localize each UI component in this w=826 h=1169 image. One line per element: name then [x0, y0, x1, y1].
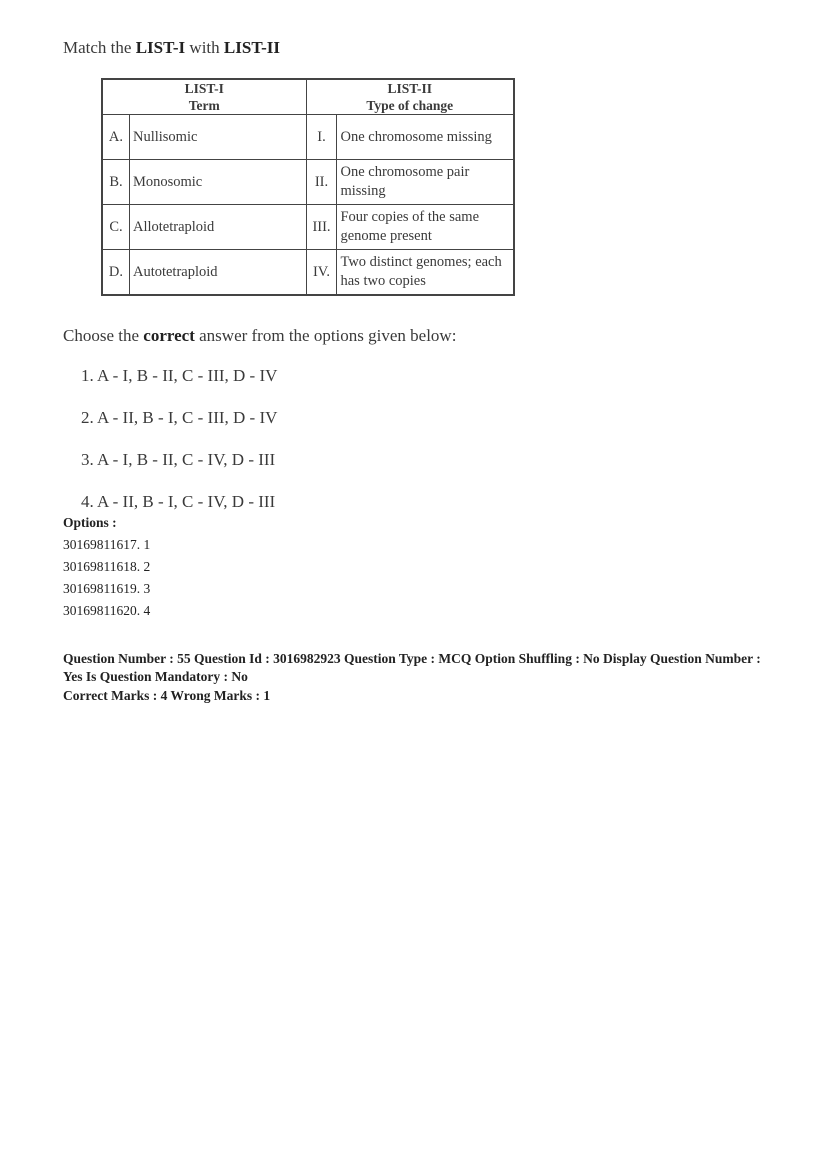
option-id-2: 30169811618. 2	[63, 559, 151, 574]
marks-line: Correct Marks : 4 Wrong Marks : 1	[63, 688, 271, 703]
table-row: B. Monosomic II. One chromosome pair missing	[102, 160, 514, 205]
heading-list1: LIST-I	[135, 38, 186, 57]
answer-option-2: 2. A - II, B - I, C - III, D - IV	[81, 408, 278, 427]
table-row: D. Autotetraploid IV. Two distinct genomes; each has two copies	[102, 250, 514, 296]
answer-option-3: 3. A - I, B - II, C - IV, D - III	[81, 450, 276, 469]
choose-instruction: Choose the correct answer from the options given below:	[63, 326, 457, 345]
match-table	[101, 78, 515, 296]
list2-header: LIST-II Type of change	[306, 79, 514, 115]
option-id-1: 30169811617. 1	[63, 537, 151, 552]
answer-option-1: 1. A - I, B - II, C - III, D - IV	[81, 366, 278, 385]
list1-header: LIST-I Term	[102, 79, 306, 115]
question-meta: Question Number : 55 Question Id : 3016982923 Question Type : MCQ Option Shuffling : No Display Question Number : Yes Is Question Mandatory : No	[63, 651, 761, 684]
table-row: A. Nullisomic I. One chromosome missing	[102, 115, 514, 160]
question-heading: Match the LIST-I with LIST-II	[63, 38, 280, 57]
answer-option-4: 4. A - II, B - I, C - IV, D - III	[81, 492, 276, 511]
options-label: Options :	[63, 515, 117, 530]
option-id-3: 30169811619. 3	[63, 581, 151, 596]
table-row: C. Allotetraploid III. Four copies of the same genome present	[102, 205, 514, 250]
heading-list2: LIST-II	[223, 38, 280, 57]
option-id-4: 30169811620. 4	[63, 603, 151, 618]
